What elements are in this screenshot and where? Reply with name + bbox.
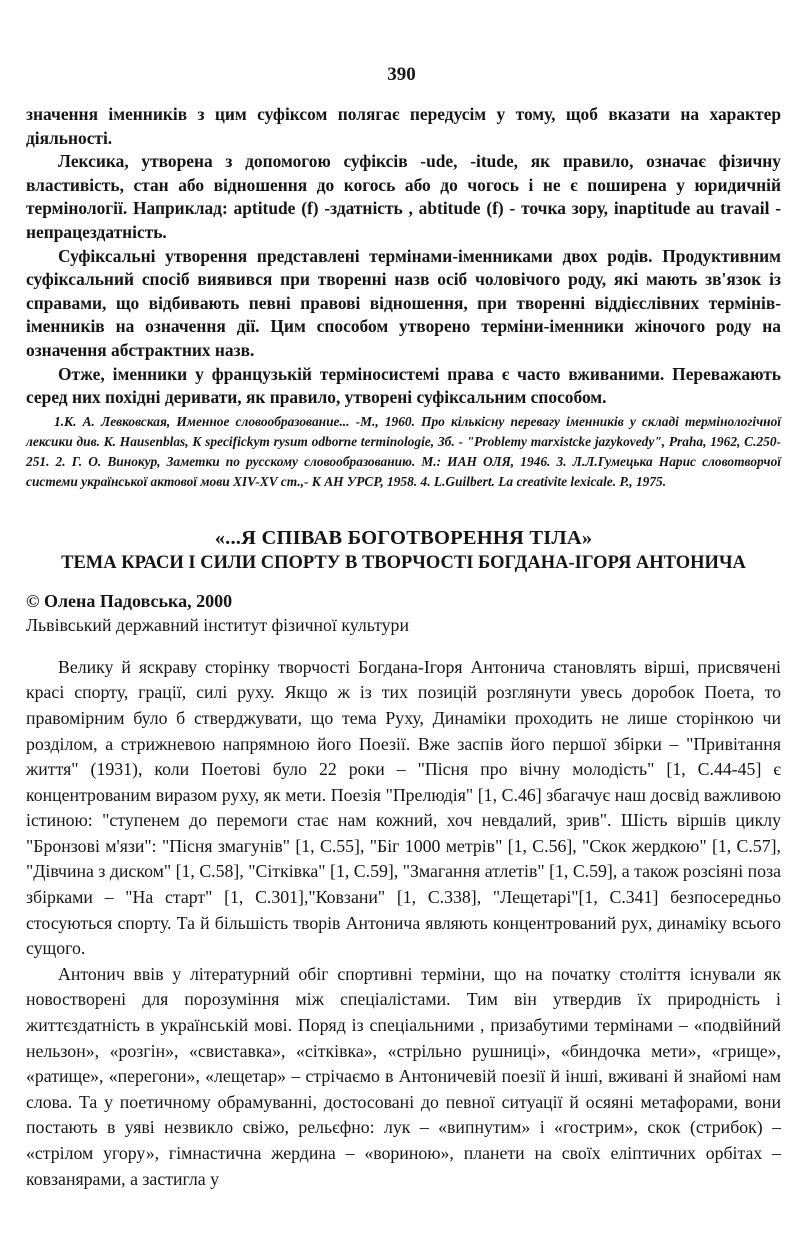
paragraph: Отже, іменники у французькій терміносистемі права є часто вживаними. Переважають серед них похідні деривати, як правило, утворені суфіксальним способом. <box>26 363 781 408</box>
references: 1.К. А. Левковская, Именное словообразование... -М., 1960. Про кількісну перевагу іменників у складі термінологічної лексики див. K. Hausenblas, K specifickym rysum odborne terminologie, Зб. - "Problemy marxistcke jazykovedy", Praha, 1962, С.250-251. 2. Г. О. Винокур, Заметки по русскому словообразованию. М.: ИАН ОЛЯ, 1946. 3. Л.Л.Гумецька Нарис словотворчої системи української актової мови XIV-XV ст.,- К АН УРСР, 1958. 4. L.Guilbert. La creativite lexicale. P., 1975. <box>26 413 781 489</box>
article-body <box>26 655 781 1192</box>
paragraph: Лексика, утворена з допомогою суфіксів -ude, -itude, як правило, означає фізичну властивість, стан або відношення до когось або до чогось і не є поширена у юридичній термінології. Наприклад: aptitude (f) -здатність , abtitude (f) - точка зору, inaptitude au travail - непрацездатність. <box>26 151 781 242</box>
article-title: «...Я СПІВАВ БОГОТВОРЕННЯ ТІЛА» <box>214 526 593 549</box>
paragraph: Велику й яскраву сторінку творчості Богдана-Ігоря Антонича становлять вірші, присвячені красі спорту, грації, силі руху. Якщо ж із тих позицій розглянути увесь доробок Поета, то правомірним було б стверджувати, що тема Руху, Динаміки проходить не лише сторінкою чи розділом, а стрижневою напрямною його Поезії. Вже заспів його першої збірки – "Привітання життя" (1931), коли Поетові було 22 роки – "Пісня про вічну молодість" [1, С.44-45] є концентрованим виразом руху, як мети. Поезія "Прелюдія" [1, С.46] збагачує наш досвід важливою істиною: "ступенем до перемоги стає нам кожний, хоч невдалий, зрив". Шість віршів циклу "Бронзові м'язи": "Пісня змагунів" [1, С.55], "Біг 1000 метрів" [1, С.56], "Скок жердкою" [1, С.57], "Дівчина з диском" [1, С.58], "Сітківка" [1, С.59], "Змагання атлетів" [1, С.59], а також розсіяні поза збірками – "На старт" [1, С.301],"Ковзани" [1, С.338], "Лещетарі"[1, С.341] безпосередньо стосуються спорту. Та й більшість творів Антонича являють концентрований рух, динаміку всього сущого. <box>26 656 781 959</box>
previous-article-ending <box>26 103 781 410</box>
paragraph: Антонич ввів у літературний обіг спортивні терміни, що на початку століття існували як новостворені для порозуміння між спеціалістами. Тим він утвердив їх природність і життєздатність в українській мові. Поряд із спеціальними , призабутими термінами – «подвійний нельзон», «розгін», «свиставка», «сітківка», «стрільно рушниці», «биндочка мети», «грище», «ратище», «перегони», «лещетар» – стрічаємо в Антоничевій поезії й інші, вживані й знайомі нам слова. Та у поетичному обрамуванні, достосовані до певної ситуації й осяяні метафорами, вони постають в уяві незвикло свіжо, рельєфно: лук – «випнутим» і «гострим», скок (стрибок) – «стрілом угору», гімнастична жердина – «вориною», планети на своїх еліптичних орбітах – ковзанярами, а застигла у <box>26 963 781 1189</box>
paragraph: Суфіксальні утворення представлені термінами-іменниками двох родів. Продуктивним суфіксальний спосіб виявився при творенні назв осіб чоловічого роду, які мають зв'язок із справами, що відбивають певні правові відношення, при творенні віддієслівних термінів-іменників на означення дії. Цим способом утворено терміни-іменники жіночого роду на означення абстрактних назв. <box>26 245 781 360</box>
page-number: 390 <box>387 64 416 85</box>
paragraph: значення іменників з цим суфіксом полягає передусім у тому, щоб вказати на характер діяльності. <box>26 104 781 148</box>
article-subtitle: ТЕМА КРАСИ І СИЛИ СПОРТУ В ТВОРЧОСТІ БОГДАНА-ІГОРЯ АНТОНИЧА <box>61 552 746 573</box>
author: © Олена Падовська, 2000 <box>26 590 233 611</box>
affiliation: Львівський державний інститут фізичної культури <box>26 614 409 635</box>
page-content <box>26 103 781 1192</box>
